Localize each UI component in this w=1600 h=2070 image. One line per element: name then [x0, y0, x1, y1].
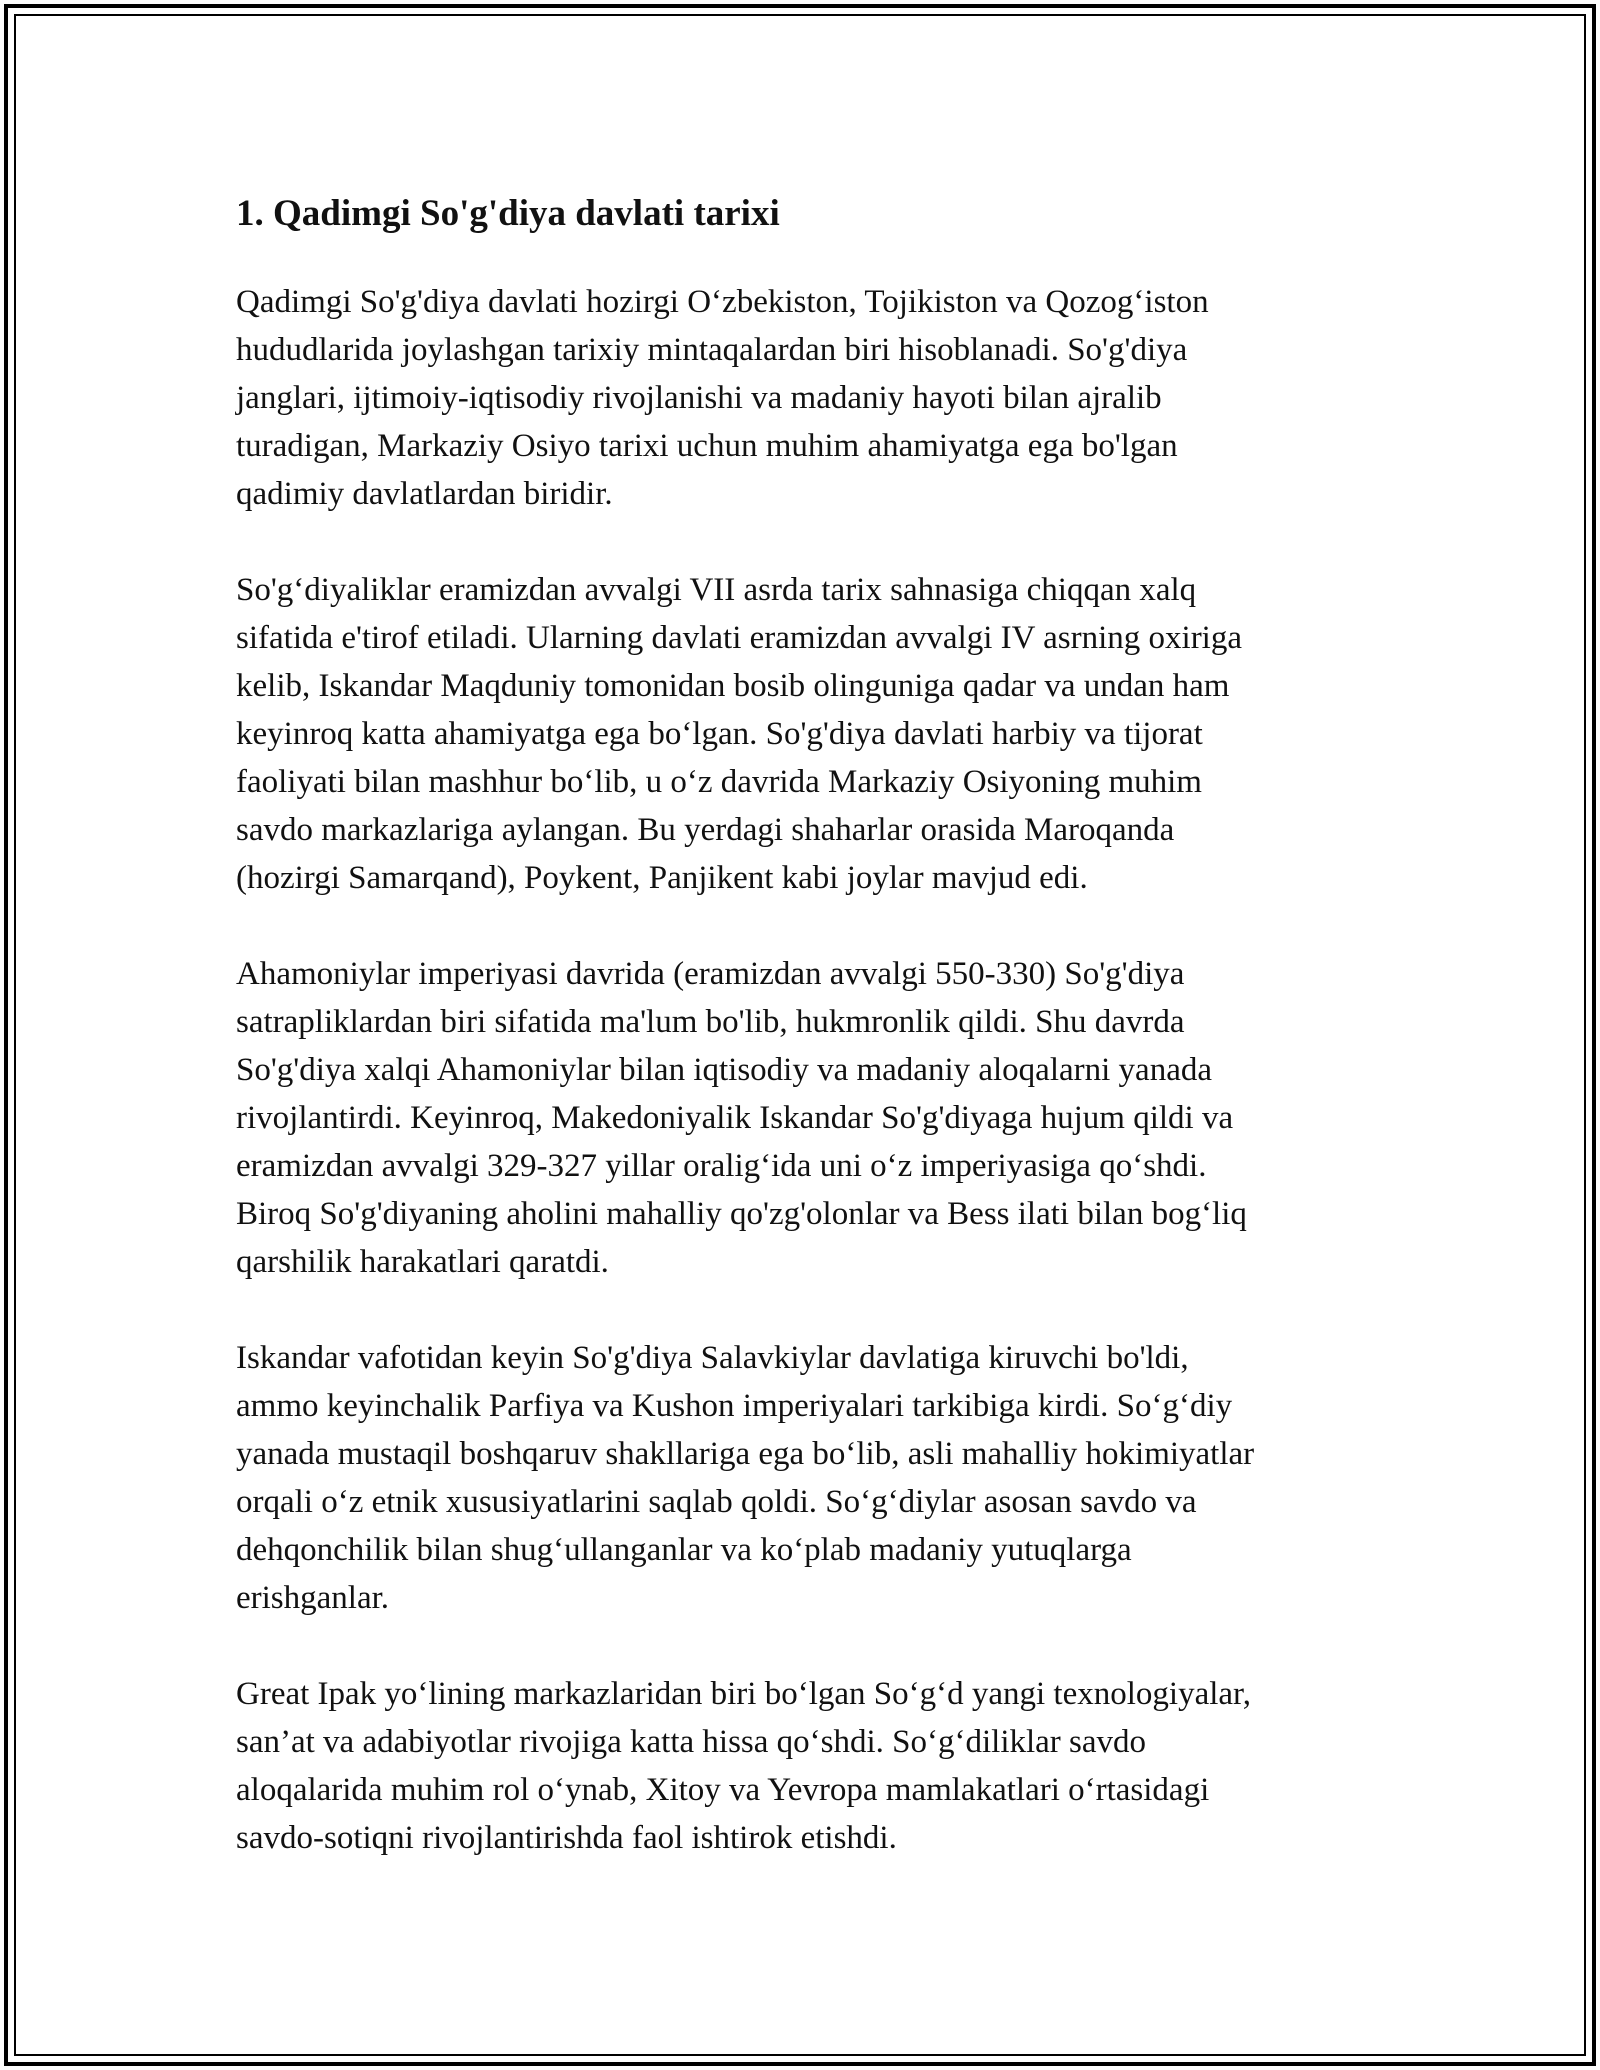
paragraph-sogdians-history: So'g‘diyaliklar eramizdan avvalgi VII asrda tarix sahnasiga chiqqan xalq sifatida e'tirof etiladi. Ularning davlati eramizdan avvalgi IV asrning oxiriga kelib, Iskandar Maqduniy tomonidan bosib olinguniga qadar va undan ham keyinroq katta ahamiyatga ega bo‘lgan. So'g'diya davlati harbiy va tijorat faoliyati bilan mashhur bo‘lib, u o‘z davrida Markaziy Osiyoning muhim savdo markazlariga aylangan. Bu yerdagi shaharlar orasida Maroqanda (hozirgi Samarqand), Poykent, Panjikent kabi joylar mavjud edi.	[236, 572, 1243, 896]
document-content	[236, 186, 1386, 1910]
document-title: 1. Qadimgi So'g'diya davlati tarixi	[236, 193, 780, 234]
paragraph-intro: Qadimgi So'g'diya davlati hozirgi O‘zbekiston, Tojikiston va Qozog‘iston hududlarida joylashgan tarixiy mintaqalardan biri hisoblanadi. So'g'diya janglari, ijtimoiy-iqtisodiy rivojlanishi va madaniy hayoti bilan ajralib turadigan, Markaziy Osiyo tarixi uchun muhim ahamiyatga ega bo'lgan qadimiy davlatlardan biridir.	[236, 284, 1209, 512]
paragraph-silk-road: Great Ipak yo‘lining markazlaridan biri bo‘lgan So‘g‘d yangi texnologiyalar, san’at va adabiyotlar rivojiga katta hissa qo‘shdi. So‘g‘diliklar savdo aloqalarida muhim rol o‘ynab, Xitoy va Yevropa mamlakatlari o‘rtasidagi savdo-sotiqni rivojlantirishda faol ishtirok etishdi.	[236, 1676, 1251, 1856]
paragraph-after-alexander: Iskandar vafotidan keyin So'g'diya Salavkiylar davlatiga kiruvchi bo'ldi, ammo keyinchalik Parfiya va Kushon imperiyalari tarkibiga kirdi. So‘g‘diy yanada mustaqil boshqaruv shakllariga ega bo‘lib, asli mahalliy hokimiyatlar orqali o‘z etnik xususiyatlarini saqlab qoldi. So‘g‘diylar asosan savdo va dehqonchilik bilan shug‘ullanganlar va ko‘plab madaniy yutuqlarga erishganlar.	[236, 1340, 1255, 1616]
paragraph-achaemenid-period: Ahamoniylar imperiyasi davrida (eramizdan avvalgi 550-330) So'g'diya satrapliklardan biri sifatida ma'lum bo'lib, hukmronlik qildi. Shu davrda So'g'diya xalqi Ahamoniylar bilan iqtisodiy va madaniy aloqalarni yanada rivojlantirdi. Keyinroq, Makedoniyalik Iskandar So'g'diyaga hujum qildi va eramizdan avvalgi 329-327 yillar oralig‘ida uni o‘z imperiyasiga qo‘shdi. Biroq So'g'diyaning aholini mahalliy qo'zg'olonlar va Bess ilati bilan bog‘liq qarshilik harakatlari qaratdi.	[236, 956, 1247, 1280]
